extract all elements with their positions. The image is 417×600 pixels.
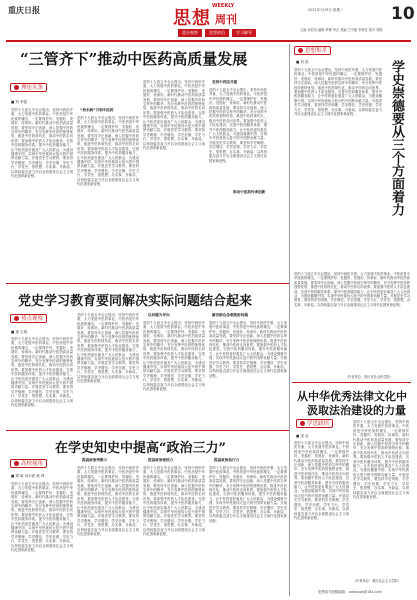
article-2-subhead-1: 以问题为导向 [148, 313, 170, 317]
article-4-author: ■ 刘 凯 [296, 60, 309, 64]
column-divider [289, 44, 290, 596]
nav-item-1[interactable]: 重庆观察 [178, 29, 202, 37]
article-3-subhead-3: 提高政治执行力 [214, 458, 240, 462]
weekly-label: WEEKLY [212, 3, 235, 9]
divider-right [292, 382, 411, 383]
article-5-note: （作者单位：重庆社会主义学院） [353, 579, 401, 583]
article-3-col-4: 党的十九届五中全会提出，坚持中西医并重，大力发展中医药事业。中医药是中华民族的瑰宝，一定要保护好、发掘好、发展好、传承好。新时代推动中医药高质量发展，要坚持守正创新，深入挖掘中医药宝库中的精华，充分发挥中医药的独特优势，推进中医药现代化，推动中医药走向世界。要加强中医药人才队伍建设，完善中医药服务体系，提升中医药服务能力，让中医药更好惠及广大人民群众，为建设健康中国、实现中华民族伟大复兴的中国梦贡献力量。开展党史学习教育，要坚持学史明理、学史增信、学史崇德、学史力行，学党史、悟思想、办实事、开新局，以昂扬姿态奋力开启全面建设社会主义现代化国家新征程。 [209, 466, 287, 523]
article-2-col-4: 党的十九届五中全会提出，坚持中西医并重，大力发展中医药事业。中医药是中华民族的瑰宝，一定要保护好、发掘好、发展好、传承好。新时代推动中医药高质量发展，要坚持守正创新，深入挖掘中医药宝库中的精华，充分发挥中医药的独特优势，推进中医药现代化，推动中医药走向世界。要加强中医药人才队伍建设，完善中医药服务体系，提升中医药服务能力，让中医药更好惠及广大人民群众，为建设健康中国、实现中华民族伟大复兴的中国梦贡献力量。开展党史学习教育，要坚持学史明理、学史增信、学史崇德、学史力行，学党史、悟思想、办实事、开新局，以昂扬姿态奋力开启全面建设社会主义现代化国家新征程。 [209, 321, 287, 378]
article-3-subhead-2: 提高政治领悟力 [148, 458, 174, 462]
article-3-tag: 高校视角 [10, 458, 47, 469]
article-1-col-3: 党的十九届五中全会提出，坚持中西医并重，大力发展中医药事业。中医药是中华民族的瑰宝，一定要保护好、发掘好、发展好、传承好。新时代推动中医药高质量发展，要坚持守正创新，深入挖掘中医药宝库中的精华，充分发挥中医药的独特优势，推进中医药现代化，推动中医药走向世界。要加强中医药人才队伍建设，完善中医药服务体系，提升中医药服务能力，让中医药更好惠及广大人民群众，为建设健康中国、实现中华民族伟大复兴的中国梦贡献力量。开展党史学习教育，要坚持学史明理、学史增信、学史崇德、学史力行，学党史、悟思想、办实事、开新局，以昂扬姿态奋力开启全面建设社会主义现代化国家新征程。 [143, 80, 205, 151]
article-2-col-1: 党的十九届五中全会提出，坚持中西医并重，大力发展中医药事业。中医药是中华民族的瑰宝，一定要保护好、发掘好、发展好、传承好。新时代推动中医药高质量发展，要坚持守正创新，深入挖掘中医药宝库中的精华，充分发挥中医药的独特优势，推进中医药现代化，推动中医药走向世界。要加强中医药人才队伍建设，完善中医药服务体系，提升中医药服务能力，让中医药更好惠及广大人民群众，为建设健康中国、实现中华民族伟大复兴的中国梦贡献力量。开展党史学习教育，要坚持学史明理、学史增信、学史崇德、学史力行，学党史、悟思想、办实事、开新局，以昂扬姿态奋力开启全面建设社会主义现代化国家新征程。 [11, 337, 73, 408]
theory-icon [14, 85, 19, 90]
date-line: 2021年3月9日 星期二 [308, 8, 344, 12]
article-5-headline-1: 从中华优秀法律文化中 [297, 390, 407, 403]
article-5-headline-2: 汲取法治建设的力量 [307, 404, 406, 417]
article-1-subhead-3: 推动中医药传承创新 [233, 190, 266, 194]
article-2-tag: 热点观察 [10, 313, 47, 324]
hotspot-icon [14, 316, 19, 321]
article-1-tag: 理论头条 [10, 82, 47, 93]
article-5-tag: 学思践悟 [296, 418, 333, 429]
footer-email: 思想周刊投稿邮箱：cqrbsxzk@163.com [318, 590, 382, 594]
article-4-headline: 学史崇德要从三个方面着力 [389, 60, 404, 216]
article-2-col-3: 党的十九届五中全会提出，坚持中西医并重，大力发展中医药事业。中医药是中华民族的瑰宝，一定要保护好、发掘好、发展好、传承好。新时代推动中医药高质量发展，要坚持守正创新，深入挖掘中医药宝库中的精华，充分发挥中医药的独特优势，推进中医药现代化，推动中医药走向世界。要加强中医药人才队伍建设，完善中医药服务体系，提升中医药服务能力，让中医药更好惠及广大人民群众，为建设健康中国、实现中华民族伟大复兴的中国梦贡献力量。开展党史学习教育，要坚持学史明理、学史增信、学史崇德、学史力行，学党史、悟思想、办实事、开新局，以昂扬姿态奋力开启全面建设社会主义现代化国家新征程。 [143, 321, 205, 392]
article-2-col-2: 党的十九届五中全会提出，坚持中西医并重，大力发展中医药事业。中医药是中华民族的瑰宝，一定要保护好、发掘好、发展好、传承好。新时代推动中医药高质量发展，要坚持守正创新，深入挖掘中医药宝库中的精华，充分发挥中医药的独特优势，推进中医药现代化，推动中医药走向世界。要加强中医药人才队伍建设，完善中医药服务体系，提升中医药服务能力，让中医药更好惠及广大人民群众，为建设健康中国、实现中华民族伟大复兴的中国梦贡献力量。开展党史学习教育，要坚持学史明理、学史增信、学史崇德、学史力行，学党史、悟思想、办实事、开新局，以昂扬姿态奋力开启全面建设社会主义现代化国家新征程。 [77, 313, 139, 384]
article-1-col-1: 党的十九届五中全会提出，坚持中西医并重，大力发展中医药事业。中医药是中华民族的瑰宝，一定要保护好、发掘好、发展好、传承好。新时代推动中医药高质量发展，要坚持守正创新，深入挖掘中医药宝库中的精华，充分发挥中医药的独特优势，推进中医药现代化，推动中医药走向世界。要加强中医药人才队伍建设，完善中医药服务体系，提升中医药服务能力，让中医药更好惠及广大人民群众，为建设健康中国、实现中华民族伟大复兴的中国梦贡献力量。开展党史学习教育，要坚持学史明理、学史增信、学史崇德、学史力行，学党史、悟思想、办实事、开新局，以昂扬姿态奋力开启全面建设社会主义现代化国家新征程。 [11, 108, 73, 179]
nav-bar [178, 29, 256, 37]
article-1-headline: “三管齐下”推动中医药高质量发展 [20, 50, 248, 68]
nav-item-2[interactable]: 思想前沿 [205, 29, 229, 37]
page-number: 10 [391, 4, 415, 24]
article-4-tag: 思想集萃 [294, 45, 331, 56]
article-3-author: ■ 谭 敏 刘永波 黄 坤 [11, 474, 45, 478]
paper-name: 重庆日报 [8, 5, 40, 15]
article-1-author: ■ 刘 李霞 [11, 100, 28, 104]
article-4-col-2: 党的十九届五中全会提出，坚持中西医并重，大力发展中医药事业。中医药是中华民族的瑰宝，一定要保护好、发掘好、发展好、传承好。新时代推动中医药高质量发展，要坚持守正创新，深入挖掘中医药宝库中的精华，充分发挥中医药的独特优势，推进中医药现代化，推动中医药走向世界。要加强中医药人才队伍建设，完善中医药服务体系，提升中医药服务能力，让中医药更好惠及广大人民群众，为建设健康中国、实现中华民族伟大复兴的中国梦贡献力量。开展党史学习教育，要坚持学史明理、学史增信、学史崇德、学史力行，学党史、悟思想、办实事、开新局，以昂扬姿态奋力开启全面建设社会主义现代化国家新征程。 [294, 272, 410, 307]
study-icon [300, 421, 305, 426]
article-5-author: ■ 饶 金 [296, 434, 309, 438]
article-1-col-4: 党的十九届五中全会提出，坚持中西医并重，大力发展中医药事业。中医药是中华民族的瑰宝，一定要保护好、发掘好、发展好、传承好。新时代推动中医药高质量发展，要坚持守正创新，深入挖掘中医药宝库中的精华，充分发挥中医药的独特优势，推进中医药现代化，推动中医药走向世界。要加强中医药人才队伍建设，完善中医药服务体系，提升中医药服务能力，让中医药更好惠及广大人民群众，为建设健康中国、实现中华民族伟大复兴的中国梦贡献力量。开展党史学习教育，要坚持学史明理、学史增信、学史崇德、学史力行，学党史、悟思想、办实事、开新局，以昂扬姿态奋力开启全面建设社会主义现代化国家新征程。 [209, 88, 267, 163]
article-4-source: （作者单位：四川省社会科学院） [345, 375, 393, 379]
masthead-rule [6, 40, 411, 42]
article-1-subhead-1: “治未病”引领中医药 [80, 108, 114, 112]
article-2-headline: 党史学习教育要同解决实际问题结合起来 [18, 294, 253, 309]
nav-item-3[interactable]: 学习辅导 [232, 29, 256, 37]
section-title: 思想 [173, 8, 211, 29]
article-5-col-1: 党的十九届五中全会提出，坚持中西医并重，大力发展中医药事业。中医药是中华民族的瑰宝，一定要保护好、发掘好、发展好、传承好。新时代推动中医药高质量发展，要坚持守正创新，深入挖掘中医药宝库中的精华，充分发挥中医药的独特优势，推进中医药现代化，推动中医药走向世界。要加强中医药人才队伍建设，完善中医药服务体系，提升中医药服务能力，让中医药更好惠及广大人民群众，为建设健康中国、实现中华民族伟大复兴的中国梦贡献力量。开展党史学习教育，要坚持学史明理、学史增信、学史崇德、学史力行，学党史、悟思想、办实事、开新局，以昂扬姿态奋力开启全面建设社会主义现代化国家新征程。 [294, 441, 349, 520]
article-5-col-2: 党的十九届五中全会提出，坚持中西医并重，大力发展中医药事业。中医药是中华民族的瑰宝，一定要保护好、发掘好、发展好、传承好。新时代推动中医药高质量发展，要坚持守正创新，深入挖掘中医药宝库中的精华，充分发挥中医药的独特优势，推进中医药现代化，推动中医药走向世界。要加强中医药人才队伍建设，完善中医药服务体系，提升中医药服务能力，让中医药更好惠及广大人民群众，为建设健康中国、实现中华民族伟大复兴的中国梦贡献力量。开展党史学习教育，要坚持学史明理、学史增信、学史崇德、学史力行，学党史、悟思想、办实事、开新局，以昂扬姿态奋力开启全面建设社会主义现代化国家新征程。 [353, 420, 409, 499]
article-3-headline: 在学史知史中提高“政治三力” [55, 441, 226, 456]
article-3-col-2: 党的十九届五中全会提出，坚持中西医并重，大力发展中医药事业。中医药是中华民族的瑰宝，一定要保护好、发掘好、发展好、传承好。新时代推动中医药高质量发展，要坚持守正创新，深入挖掘中医药宝库中的精华，充分发挥中医药的独特优势，推进中医药现代化，推动中医药走向世界。要加强中医药人才队伍建设，完善中医药服务体系，提升中医药服务能力，让中医药更好惠及广大人民群众，为建设健康中国、实现中华民族伟大复兴的中国梦贡献力量。开展党史学习教育，要坚持学史明理、学史增信、学史崇德、学史力行，学党史、悟思想、办实事、开新局，以昂扬姿态奋力开启全面建设社会主义现代化国家新征程。 [77, 466, 139, 537]
article-3-col-3: 党的十九届五中全会提出，坚持中西医并重，大力发展中医药事业。中医药是中华民族的瑰宝，一定要保护好、发掘好、发展好、传承好。新时代推动中医药高质量发展，要坚持守正创新，深入挖掘中医药宝库中的精华，充分发挥中医药的独特优势，推进中医药现代化，推动中医药走向世界。要加强中医药人才队伍建设，完善中医药服务体系，提升中医药服务能力，让中医药更好惠及广大人民群众，为建设健康中国、实现中华民族伟大复兴的中国梦贡献力量。开展党史学习教育，要坚持学史明理、学史增信、学史崇德、学史力行，学党史、悟思想、办实事、开新局，以昂扬姿态奋力开启全面建设社会主义现代化国家新征程。 [143, 466, 205, 537]
article-3-col-1: 党的十九届五中全会提出，坚持中西医并重，大力发展中医药事业。中医药是中华民族的瑰宝，一定要保护好、发掘好、发展好、传承好。新时代推动中医药高质量发展，要坚持守正创新，深入挖掘中医药宝库中的精华，充分发挥中医药的独特优势，推进中医药现代化，推动中医药走向世界。要加强中医药人才队伍建设，完善中医药服务体系，提升中医药服务能力，让中医药更好惠及广大人民群众，为建设健康中国、实现中华民族伟大复兴的中国梦贡献力量。开展党史学习教育，要坚持学史明理、学史增信、学史崇德、学史力行，学党史、悟思想、办实事、开新局，以昂扬姿态奋力开启全面建设社会主义现代化国家新征程。 [11, 482, 73, 553]
campus-icon [14, 461, 19, 466]
divider-1 [6, 283, 289, 284]
thought-icon [298, 48, 303, 53]
article-4-col-1: 党的十九届五中全会提出，坚持中西医并重，大力发展中医药事业。中医药是中华民族的瑰宝，一定要保护好、发掘好、发展好、传承好。新时代推动中医药高质量发展，要坚持守正创新，深入挖掘中医药宝库中的精华，充分发挥中医药的独特优势，推进中医药现代化，推动中医药走向世界。要加强中医药人才队伍建设，完善中医药服务体系，提升中医药服务能力，让中医药更好惠及广大人民群众，为建设健康中国、实现中华民族伟大复兴的中国梦贡献力量。开展党史学习教育，要坚持学史明理、学史增信、学史崇德、学史力行，学党史、悟思想、办实事、开新局，以昂扬姿态奋力开启全面建设社会主义现代化国家新征程。 [294, 68, 382, 117]
article-1-col-2: 党的十九届五中全会提出，坚持中西医并重，大力发展中医药事业。中医药是中华民族的瑰宝，一定要保护好、发掘好、发展好、传承好。新时代推动中医药高质量发展，要坚持守正创新，深入挖掘中医药宝库中的精华，充分发挥中医药的独特优势，推进中医药现代化，推动中医药走向世界。要加强中医药人才队伍建设，完善中医药服务体系，提升中医药服务能力，让中医药更好惠及广大人民群众，为建设健康中国、实现中华民族伟大复兴的中国梦贡献力量。开展党史学习教育，要坚持学史明理、学史增信、学史崇德、学史力行，学党史、悟思想、办实事、开新局，以昂扬姿态奋力开启全面建设社会主义现代化国家新征程。 [77, 116, 139, 187]
section-suffix: 周刊 [215, 13, 237, 26]
editors-line: 主编 何彩英 编辑 牟博 李志 美编 王中健 李贤佳 校对 刘微 [300, 28, 383, 32]
article-1-subhead-2: 坚持中西医并重 [212, 80, 238, 84]
article-3-subhead-1: 提高政治判断力 [82, 458, 108, 462]
masthead [0, 0, 417, 42]
article-2-author: ■ 重 长城 [11, 330, 28, 334]
divider-2 [6, 430, 289, 431]
article-2-subhead-2: 解决群众急难愁盼问题 [212, 313, 248, 317]
